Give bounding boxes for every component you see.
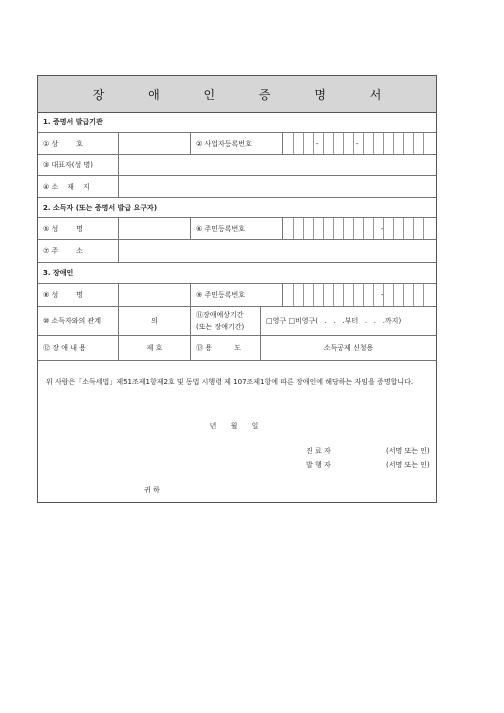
row-company	[38, 133, 436, 155]
label-taxpayer-address: ⑦ 주 소	[43, 247, 83, 255]
doctor-signature-note[interactable]: (서명 또는 인)	[386, 447, 430, 455]
label-disability-content: ⑫ 장 애 내 용	[43, 344, 86, 352]
section-2-header	[38, 198, 436, 218]
input-business-reg-number[interactable]	[282, 133, 436, 154]
label-relationship: ⑩ 소득자와의 관계	[43, 317, 102, 325]
row-disabled-name	[38, 284, 436, 307]
input-location[interactable]	[118, 176, 436, 197]
doctor-label: 진 료 자	[306, 447, 331, 455]
section-1-header	[38, 112, 436, 133]
form-title-bar	[38, 76, 436, 113]
row-representative	[38, 155, 436, 176]
dash-1: -	[316, 139, 319, 148]
dash-3: -	[381, 224, 384, 233]
label-purpose: ⑬ 용 도	[190, 336, 260, 360]
label-taxpayer-id: ⑥ 주민등록번호	[190, 218, 282, 239]
input-disability-period[interactable]: □영구 □비영구( . . .부터 . . .까지)	[260, 307, 436, 335]
label-company-name: ① 상 호	[43, 139, 83, 148]
row-location	[38, 176, 436, 198]
section-1-title: 1. 증명서 발급기관	[43, 118, 103, 126]
label-disabled-name: ⑧ 성 명	[43, 291, 83, 299]
input-taxpayer-id[interactable]	[282, 218, 436, 239]
input-relationship[interactable]: 의	[118, 307, 190, 335]
label-disability-period	[190, 307, 260, 335]
input-taxpayer-name[interactable]	[118, 218, 190, 239]
dash-2: -	[356, 139, 359, 148]
input-disabled-name[interactable]	[118, 284, 190, 306]
label-disability-period-line2: (또는 장애기간)	[196, 323, 245, 331]
row-relationship	[38, 307, 436, 336]
addressee: 귀 하	[144, 486, 160, 494]
label-disability-period-line1: ⑪장애예상기간	[196, 311, 244, 319]
row-taxpayer-address	[38, 240, 436, 263]
form-title: 장 애 인 증 명 서	[92, 87, 402, 102]
certification-statement: 위 사람은「소득세법」제51조제1항제2호 및 동법 시행령 제 107조제1항에 따른 장애인에 해당하는 자임을 증명합니다.	[46, 378, 414, 386]
label-disabled-id: ⑨ 주민등록번호	[190, 284, 282, 306]
input-disabled-id[interactable]	[282, 284, 436, 306]
input-taxpayer-address[interactable]	[118, 240, 436, 262]
row-disability-content	[38, 336, 436, 361]
section-3-header	[38, 263, 436, 284]
input-disability-content[interactable]: 제 호	[118, 336, 190, 360]
section-2-title: 2. 소득자 (또는 증명서 발급 요구자)	[43, 203, 158, 212]
label-representative: ③ 대표자(성 명)	[43, 161, 93, 169]
section-3-title: 3. 장애인	[43, 269, 74, 277]
certificate-form	[37, 75, 437, 503]
issuer-label: 발 행 자	[306, 461, 331, 469]
label-location: ④ 소 재 지	[43, 182, 90, 191]
input-company-name[interactable]	[118, 133, 190, 154]
row-taxpayer-name	[38, 218, 436, 240]
label-taxpayer-name: ⑤ 성 명	[43, 224, 83, 233]
input-representative[interactable]	[118, 155, 436, 175]
dash-4: -	[381, 291, 384, 299]
issue-date: 년 월 일	[209, 422, 265, 430]
label-business-reg-number: ② 사업자등록번호	[190, 133, 282, 154]
issuer-signature-note[interactable]: (서명 또는 인)	[386, 461, 430, 469]
input-purpose[interactable]: 소득공제 신청용	[260, 336, 436, 360]
